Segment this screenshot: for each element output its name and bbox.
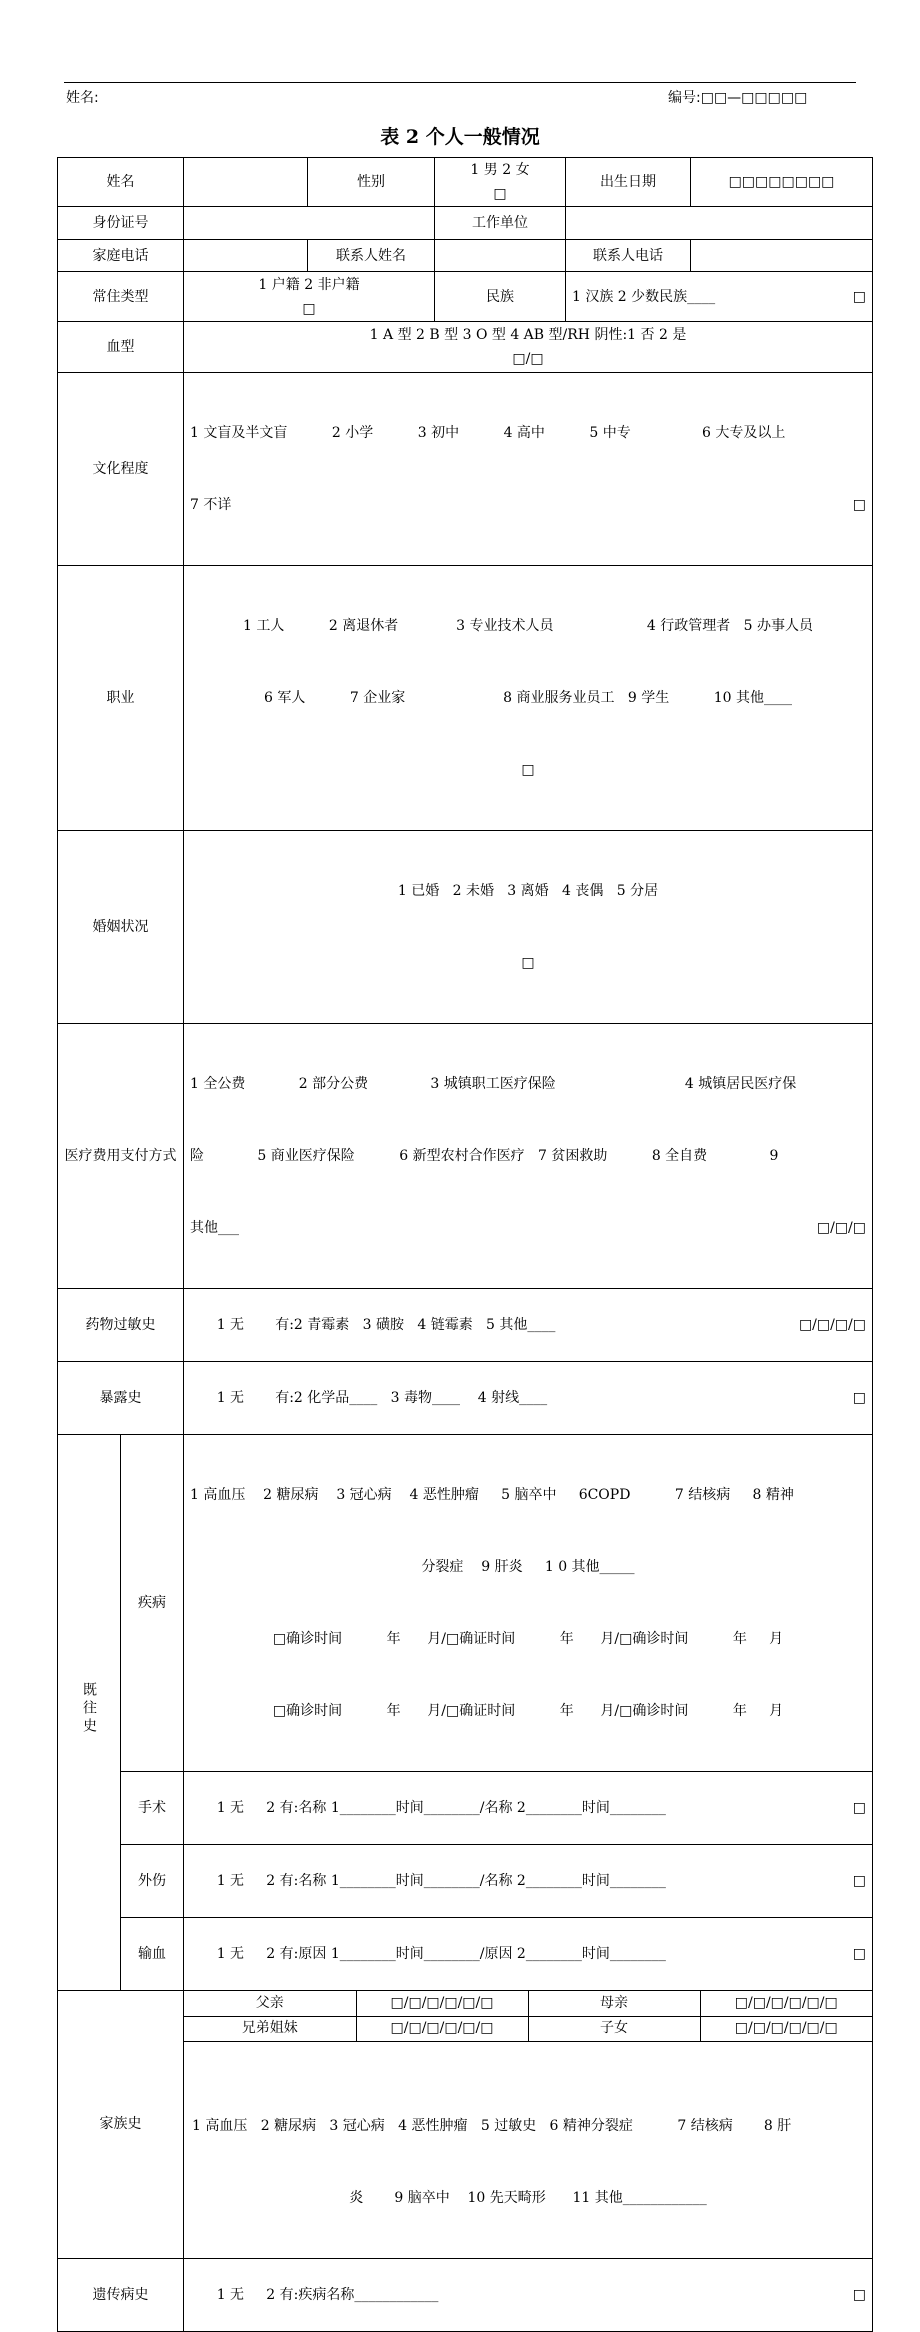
ethnic-checkbox[interactable]: □ — [852, 288, 866, 305]
diagnosis-time-line-1[interactable]: □确诊时间 年 月/□确证时间 年 月/□确诊时间 年 月 — [272, 1631, 784, 1647]
payment-line-1: 1 全公费 2 部分公费 3 城镇职工医疗保险 4 城镇居民医疗保 — [190, 1076, 797, 1092]
gender-options: 1 男 2 女 — [470, 162, 530, 178]
trauma-text: 1 无 2 有:名称 1________时间________/名称 2________时间________ — [216, 1873, 666, 1889]
ethnic-options: 1 汉族 2 少数民族____ — [572, 288, 716, 305]
education-cell[interactable] — [184, 373, 873, 566]
mother-label: 母亲 — [528, 1991, 700, 2016]
trauma-cell[interactable] — [184, 1845, 873, 1918]
surgery-cell[interactable] — [184, 1772, 873, 1845]
education-checkbox[interactable]: □ — [852, 497, 866, 513]
past-history-text: 既往史 — [81, 1681, 97, 1736]
occupation-checkbox[interactable]: □ — [521, 762, 535, 778]
family-line-1: 1 高血压 2 糖尿病 3 冠心病 4 恶性肿瘤 5 过敏史 6 精神分裂症 7 结核病 8 肝 — [192, 2117, 792, 2134]
education-label: 文化程度 — [58, 373, 184, 566]
id-number-field[interactable] — [184, 207, 435, 240]
diagnosis-time-line-2[interactable]: □确诊时间 年 月/□确证时间 年 月/□确诊时间 年 月 — [272, 1703, 784, 1719]
children-checkboxes[interactable]: □/□/□/□/□/□ — [700, 2016, 872, 2041]
transfusion-label: 输血 — [121, 1918, 184, 1991]
name-field[interactable] — [184, 158, 308, 207]
occupation-label: 职业 — [58, 566, 184, 831]
residence-options: 1 户籍 2 非户籍 — [258, 276, 360, 293]
exposure-options: 1 无 有:2 化学品____ 3 毒物____ 4 射线____ — [216, 1390, 548, 1406]
siblings-checkboxes[interactable]: □/□/□/□/□/□ — [356, 2016, 528, 2041]
blood-type-checkboxes[interactable]: □/□ — [512, 351, 544, 367]
occupation-cell[interactable] — [184, 566, 873, 831]
work-unit-field[interactable] — [566, 207, 873, 240]
exposure-label: 暴露史 — [58, 1362, 184, 1435]
header-number-label: 编号:□□—□□□□□ — [668, 90, 808, 106]
transfusion-text: 1 无 2 有:原因 1________时间________/原因 2________时间________ — [216, 1946, 666, 1962]
exposure-checkbox[interactable]: □ — [852, 1390, 866, 1406]
transfusion-checkbox[interactable]: □ — [852, 1946, 866, 1962]
blood-type-options: 1 A 型 2 B 型 3 O 型 4 AB 型/RH 阴性:1 否 2 是 — [369, 327, 687, 343]
marital-checkbox[interactable]: □ — [521, 955, 535, 971]
genetic-history-label: 遗传病史 — [58, 2258, 184, 2331]
allergy-cell[interactable] — [184, 1289, 873, 1362]
family-line-2: 炎 9 脑卒中 10 先天畸形 11 其他____________ — [349, 2189, 707, 2206]
contact-name-field[interactable] — [435, 240, 566, 272]
disease-line-2: 分裂症 9 肝炎 1 0 其他_____ — [421, 1559, 635, 1575]
disease-label: 疾病 — [121, 1435, 184, 1772]
disease-cell[interactable] — [184, 1435, 873, 1772]
mother-checkboxes[interactable]: □/□/□/□/□/□ — [700, 1991, 872, 2016]
personal-info-table — [57, 157, 873, 2332]
marital-cell[interactable] — [184, 831, 873, 1024]
exposure-cell[interactable] — [184, 1362, 873, 1435]
family-members-table — [184, 1991, 872, 2042]
header-rule — [64, 82, 856, 83]
residence-label: 常住类型 — [58, 272, 184, 322]
transfusion-cell[interactable] — [184, 1918, 873, 1991]
allergy-options: 1 无 有:2 青霉素 3 磺胺 4 链霉素 5 其他____ — [216, 1317, 556, 1333]
home-phone-field[interactable] — [184, 240, 308, 272]
father-checkboxes[interactable]: □/□/□/□/□/□ — [356, 1991, 528, 2016]
payment-label: 医疗费用支付方式 — [58, 1024, 184, 1289]
family-history-label: 家族史 — [58, 1991, 184, 2259]
genetic-checkbox[interactable]: □ — [852, 2286, 866, 2303]
genetic-history-cell[interactable] — [184, 2258, 873, 2331]
occupation-line-2: 6 军人 7 企业家 8 商业服务业员工 9 学生 10 其他____ — [264, 690, 792, 706]
gender-checkbox[interactable]: □ — [493, 186, 507, 202]
siblings-label: 兄弟姐妹 — [184, 2016, 356, 2041]
surgery-text: 1 无 2 有:名称 1________时间________/名称 2________时间________ — [216, 1800, 666, 1816]
id-number-label: 身份证号 — [58, 207, 184, 240]
residence-cell[interactable] — [184, 272, 435, 322]
disease-line-1: 1 高血压 2 糖尿病 3 冠心病 4 恶性肿瘤 5 脑卒中 6COPD 7 结核病 8 精神 — [190, 1487, 794, 1503]
marital-options: 1 已婚 2 未婚 3 离婚 4 丧偶 5 分居 — [397, 883, 659, 899]
residence-checkbox[interactable]: □ — [302, 300, 316, 317]
contact-name-label: 联系人姓名 — [308, 240, 435, 272]
header-name-label: 姓名: — [66, 90, 99, 106]
ethnic-label: 民族 — [435, 272, 566, 322]
payment-cell[interactable] — [184, 1024, 873, 1289]
payment-line-2: 险 5 商业医疗保险 6 新型农村合作医疗 7 贫困救助 8 全自费 9 — [190, 1148, 779, 1164]
family-history-cell — [184, 1991, 873, 2259]
blood-type-cell[interactable] — [184, 322, 873, 373]
education-line-2: 7 不详 — [190, 497, 232, 513]
genetic-options: 1 无 2 有:疾病名称____________ — [216, 2286, 439, 2303]
contact-phone-label: 联系人电话 — [566, 240, 691, 272]
blood-type-label: 血型 — [58, 322, 184, 373]
occupation-line-1: 1 工人 2 离退休者 3 专业技术人员 4 行政管理者 5 办事人员 — [243, 618, 813, 634]
contact-phone-field[interactable] — [691, 240, 873, 272]
gender-label: 性别 — [308, 158, 435, 207]
gender-cell[interactable] — [435, 158, 566, 207]
father-label: 父亲 — [184, 1991, 356, 2016]
trauma-checkbox[interactable]: □ — [852, 1873, 866, 1889]
surgery-checkbox[interactable]: □ — [852, 1800, 866, 1816]
surgery-label: 手术 — [121, 1772, 184, 1845]
family-disease-options — [184, 2042, 872, 2258]
work-unit-label: 工作单位 — [435, 207, 566, 240]
education-line-1: 1 文盲及半文盲 2 小学 3 初中 4 高中 5 中专 6 大专及以上 — [190, 425, 786, 441]
name-label: 姓名 — [58, 158, 184, 207]
ethnic-cell[interactable] — [566, 272, 873, 322]
past-history-label — [58, 1435, 121, 1991]
marital-label: 婚姻状况 — [58, 831, 184, 1024]
home-phone-label: 家庭电话 — [58, 240, 184, 272]
dob-boxes[interactable]: □□□□□□□□ — [691, 158, 873, 207]
payment-line-3: 其他___ — [190, 1220, 239, 1236]
children-label: 子女 — [528, 2016, 700, 2041]
trauma-label: 外伤 — [121, 1845, 184, 1918]
page-title: 表 2 个人一般情况 — [380, 126, 540, 148]
allergy-checkboxes[interactable]: □/□/□/□ — [798, 1317, 866, 1333]
dob-label: 出生日期 — [566, 158, 691, 207]
payment-checkboxes[interactable]: □/□/□ — [816, 1220, 866, 1236]
allergy-label: 药物过敏史 — [58, 1289, 184, 1362]
